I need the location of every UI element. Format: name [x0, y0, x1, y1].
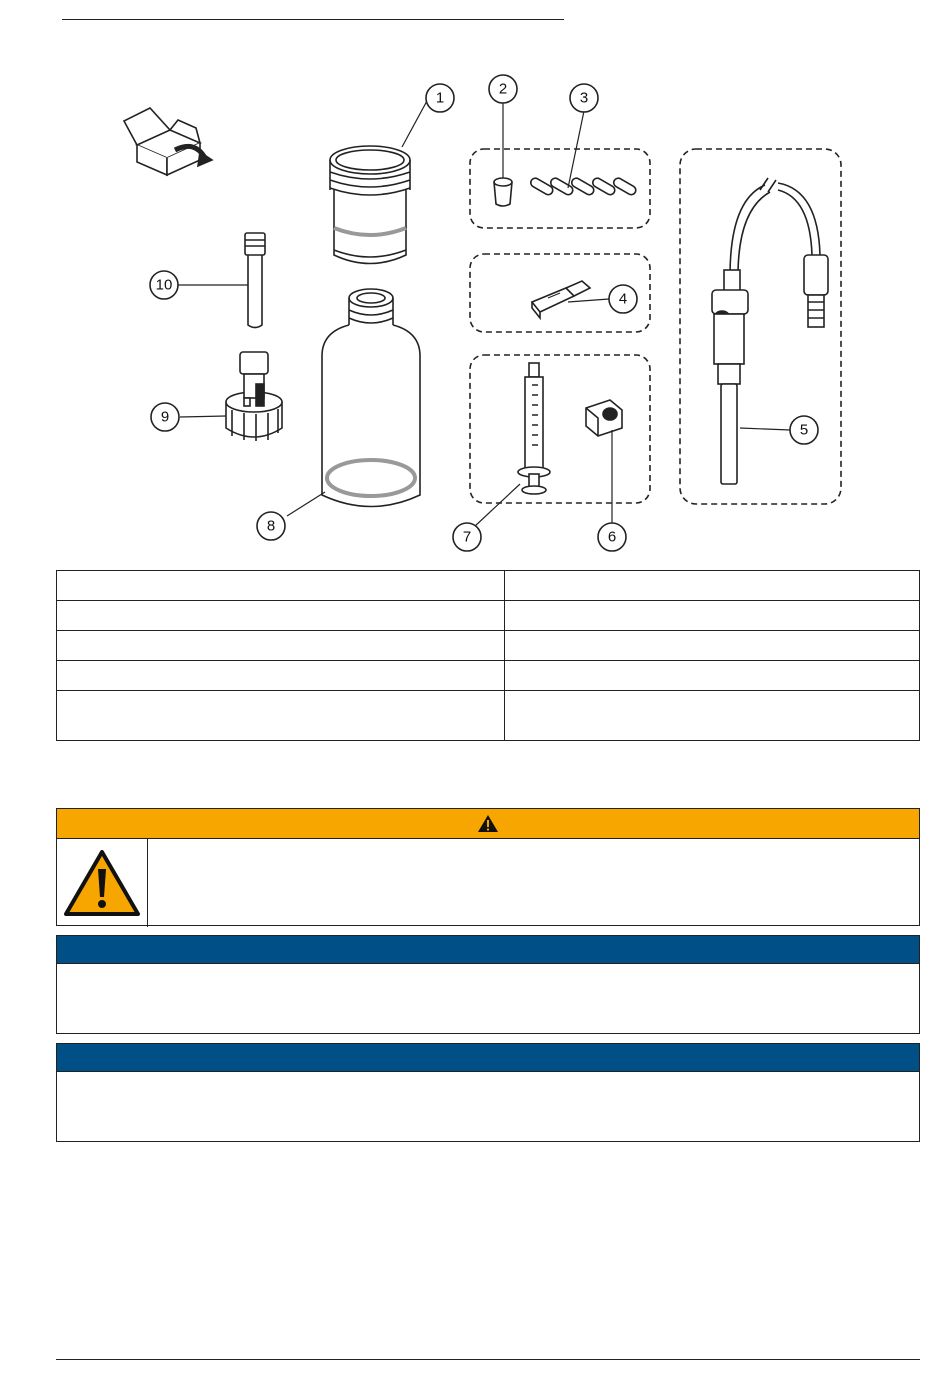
notice-box	[56, 1043, 920, 1142]
tube-illustration	[245, 233, 265, 328]
callout-label-10: 10	[155, 276, 173, 294]
callout-label-4: 4	[618, 290, 628, 308]
table-cell	[505, 631, 920, 661]
notice-text	[57, 964, 919, 980]
notice-header	[57, 936, 919, 964]
usb-stick-illustration	[532, 281, 590, 318]
warning-text	[148, 839, 919, 927]
notice-header	[57, 1044, 919, 1072]
table-cell	[57, 661, 505, 691]
group-box-6-7	[470, 355, 650, 503]
pellets-illustration	[529, 177, 637, 197]
warning-box	[56, 808, 920, 926]
callout-label-1: 1	[435, 89, 445, 107]
table-cell	[57, 691, 505, 741]
table-row	[57, 571, 920, 601]
parts-table	[56, 570, 920, 741]
callout-label-7: 7	[462, 528, 472, 546]
parts-illustration	[0, 0, 950, 560]
footer-rule	[56, 1359, 920, 1360]
table-cell	[57, 571, 505, 601]
callout-label-8: 8	[266, 517, 276, 535]
callout-label-2: 2	[498, 80, 508, 98]
warning-triangle-icon	[63, 849, 141, 917]
table-cell	[505, 661, 920, 691]
table-cell	[505, 601, 920, 631]
callout-label-6: 6	[607, 528, 617, 546]
box-open-icon	[124, 108, 212, 175]
callout-label-5: 5	[799, 421, 809, 439]
warning-header	[57, 809, 919, 839]
table-cell	[505, 571, 920, 601]
warning-icon-cell	[57, 839, 148, 927]
small-cap-illustration	[494, 178, 512, 206]
syringe-illustration	[518, 363, 550, 494]
callout-label-9: 9	[160, 408, 170, 426]
table-row	[57, 661, 920, 691]
notice-box	[56, 935, 920, 1034]
notice-text	[57, 1072, 919, 1088]
callout-label-3: 3	[579, 89, 589, 107]
table-cell	[57, 601, 505, 631]
table-cell	[57, 631, 505, 661]
bottle-illustration	[322, 289, 420, 507]
group-box-2-3	[470, 149, 650, 228]
warning-header-icon	[477, 814, 499, 833]
clip-illustration	[586, 400, 622, 436]
table-row	[57, 631, 920, 661]
table-row	[57, 601, 920, 631]
table-row	[57, 691, 920, 741]
cap-assembly-illustration	[226, 352, 282, 441]
table-cell	[505, 691, 920, 741]
jar-illustration	[330, 146, 410, 264]
